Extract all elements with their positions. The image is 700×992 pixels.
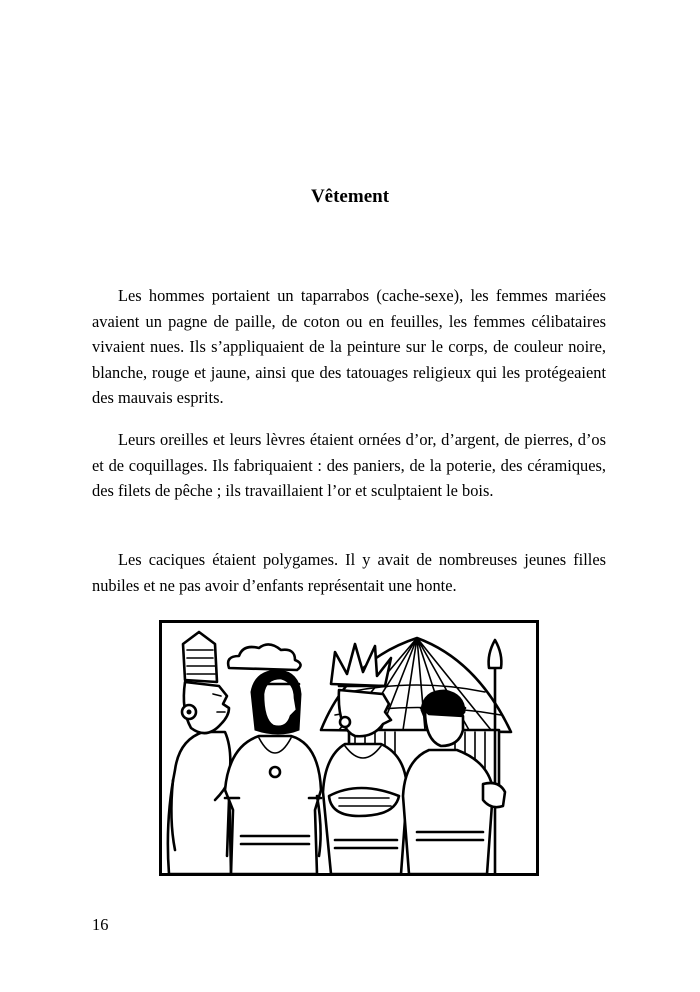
paragraph-clothing: Les hommes portaient un taparrabos (cache-sexe), les femmes mariées avaient un pagne de paille, de coton ou en feuilles, les femmes célibataires vivaient nues. Ils s’appliquaient de la peinture sur le corps, de couleur noire, blanche, rouge et jaune, ainsi que des tatouages religieux qui les protégeaient des mauvais esprits. [92,286,606,407]
page-title: Vêtement [310,186,390,207]
paragraph-ornaments: Leurs oreilles et leurs lèvres étaient ornées d’or, d’argent, de pierres, d’os et de coquillages. Ils fabriquaient : des paniers, de la poterie, des céramiques, des filets de pêche ; ils travaillaient l’or et sculptaient le bois. [92,430,606,500]
paragraph-caciques: Les caciques étaient polygames. Il y avait de nombreuses jeunes filles nubiles et ne pas avoir d’enfants représentait une honte. [92,550,606,595]
page-number: 16 [92,915,109,934]
taino-people-illustration [159,620,539,876]
